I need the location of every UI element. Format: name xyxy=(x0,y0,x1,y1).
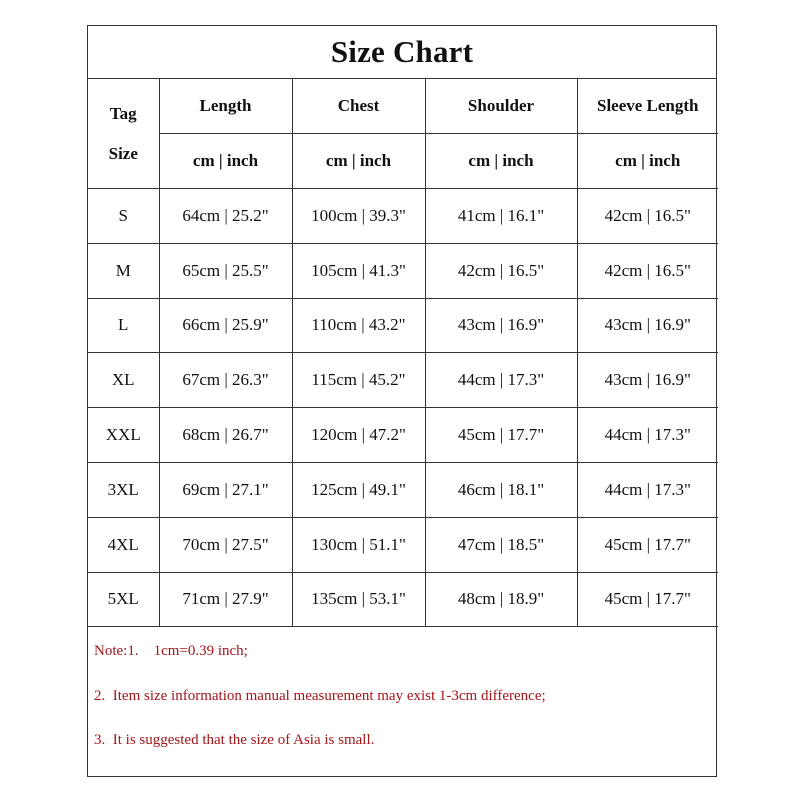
sleeve-cell: 45cm | 17.7" xyxy=(577,517,718,572)
table-row xyxy=(88,408,718,463)
shoulder-cell: 43cm | 16.9" xyxy=(425,298,577,353)
shoulder-cell: 46cm | 18.1" xyxy=(425,462,577,517)
table-row xyxy=(88,462,718,517)
note-3: 3. It is suggested that the size of Asia is small. xyxy=(94,732,375,749)
length-cell: 70cm | 27.5" xyxy=(159,517,292,572)
shoulder-cell: 48cm | 18.9" xyxy=(425,572,577,627)
chest-cell: 115cm | 45.2" xyxy=(292,353,425,408)
chest-cell: 105cm | 41.3" xyxy=(292,243,425,298)
chest-cell: 100cm | 39.3" xyxy=(292,189,425,244)
chart-title: Size Chart xyxy=(88,26,716,79)
shoulder-cell: 47cm | 18.5" xyxy=(425,517,577,572)
chest-unit: cm | inch xyxy=(292,134,425,189)
shoulder-cell: 42cm | 16.5" xyxy=(425,243,577,298)
size-table xyxy=(88,79,718,627)
size-cell: XXL xyxy=(88,408,159,463)
size-cell: M xyxy=(88,243,159,298)
table-row xyxy=(88,189,718,244)
chest-cell: 110cm | 43.2" xyxy=(292,298,425,353)
shoulder-cell: 44cm | 17.3" xyxy=(425,353,577,408)
table-row xyxy=(88,298,718,353)
sleeve-cell: 42cm | 16.5" xyxy=(577,243,718,298)
length-cell: 71cm | 27.9" xyxy=(159,572,292,627)
length-cell: 69cm | 27.1" xyxy=(159,462,292,517)
sleeve-cell: 45cm | 17.7" xyxy=(577,572,718,627)
table-row xyxy=(88,572,718,627)
tag-size-label-line1: Tag xyxy=(109,103,137,123)
length-header: Length xyxy=(159,79,292,134)
shoulder-header: Shoulder xyxy=(425,79,577,134)
size-cell: 4XL xyxy=(88,517,159,572)
note-1: Note:1. 1cm=0.39 inch; xyxy=(94,643,248,660)
length-cell: 68cm | 26.7" xyxy=(159,408,292,463)
table-row xyxy=(88,243,718,298)
chest-cell: 130cm | 51.1" xyxy=(292,517,425,572)
shoulder-cell: 45cm | 17.7" xyxy=(425,408,577,463)
notes-section xyxy=(88,627,716,775)
sleeve-cell: 44cm | 17.3" xyxy=(577,462,718,517)
size-cell: 5XL xyxy=(88,572,159,627)
sleeve-cell: 42cm | 16.5" xyxy=(577,189,718,244)
chest-cell: 125cm | 49.1" xyxy=(292,462,425,517)
chest-cell: 135cm | 53.1" xyxy=(292,572,425,627)
tag-size-label-line2: Size xyxy=(108,143,138,163)
sleeve-length-unit: cm | inch xyxy=(577,134,718,189)
tag-size-header xyxy=(88,79,159,189)
sleeve-cell: 44cm | 17.3" xyxy=(577,408,718,463)
sleeve-cell: 43cm | 16.9" xyxy=(577,353,718,408)
shoulder-cell: 41cm | 16.1" xyxy=(425,189,577,244)
sleeve-length-header: Sleeve Length xyxy=(577,79,718,134)
note-2: 2. Item size information manual measurement may exist 1-3cm difference; xyxy=(94,687,546,704)
size-chart xyxy=(87,25,717,777)
size-cell: 3XL xyxy=(88,462,159,517)
size-cell: L xyxy=(88,298,159,353)
size-cell: S xyxy=(88,189,159,244)
table-row xyxy=(88,517,718,572)
chest-cell: 120cm | 47.2" xyxy=(292,408,425,463)
length-unit: cm | inch xyxy=(159,134,292,189)
length-cell: 67cm | 26.3" xyxy=(159,353,292,408)
chest-header: Chest xyxy=(292,79,425,134)
table-row xyxy=(88,353,718,408)
sleeve-cell: 43cm | 16.9" xyxy=(577,298,718,353)
length-cell: 64cm | 25.2" xyxy=(159,189,292,244)
length-cell: 65cm | 25.5" xyxy=(159,243,292,298)
size-cell: XL xyxy=(88,353,159,408)
length-cell: 66cm | 25.9" xyxy=(159,298,292,353)
shoulder-unit: cm | inch xyxy=(425,134,577,189)
